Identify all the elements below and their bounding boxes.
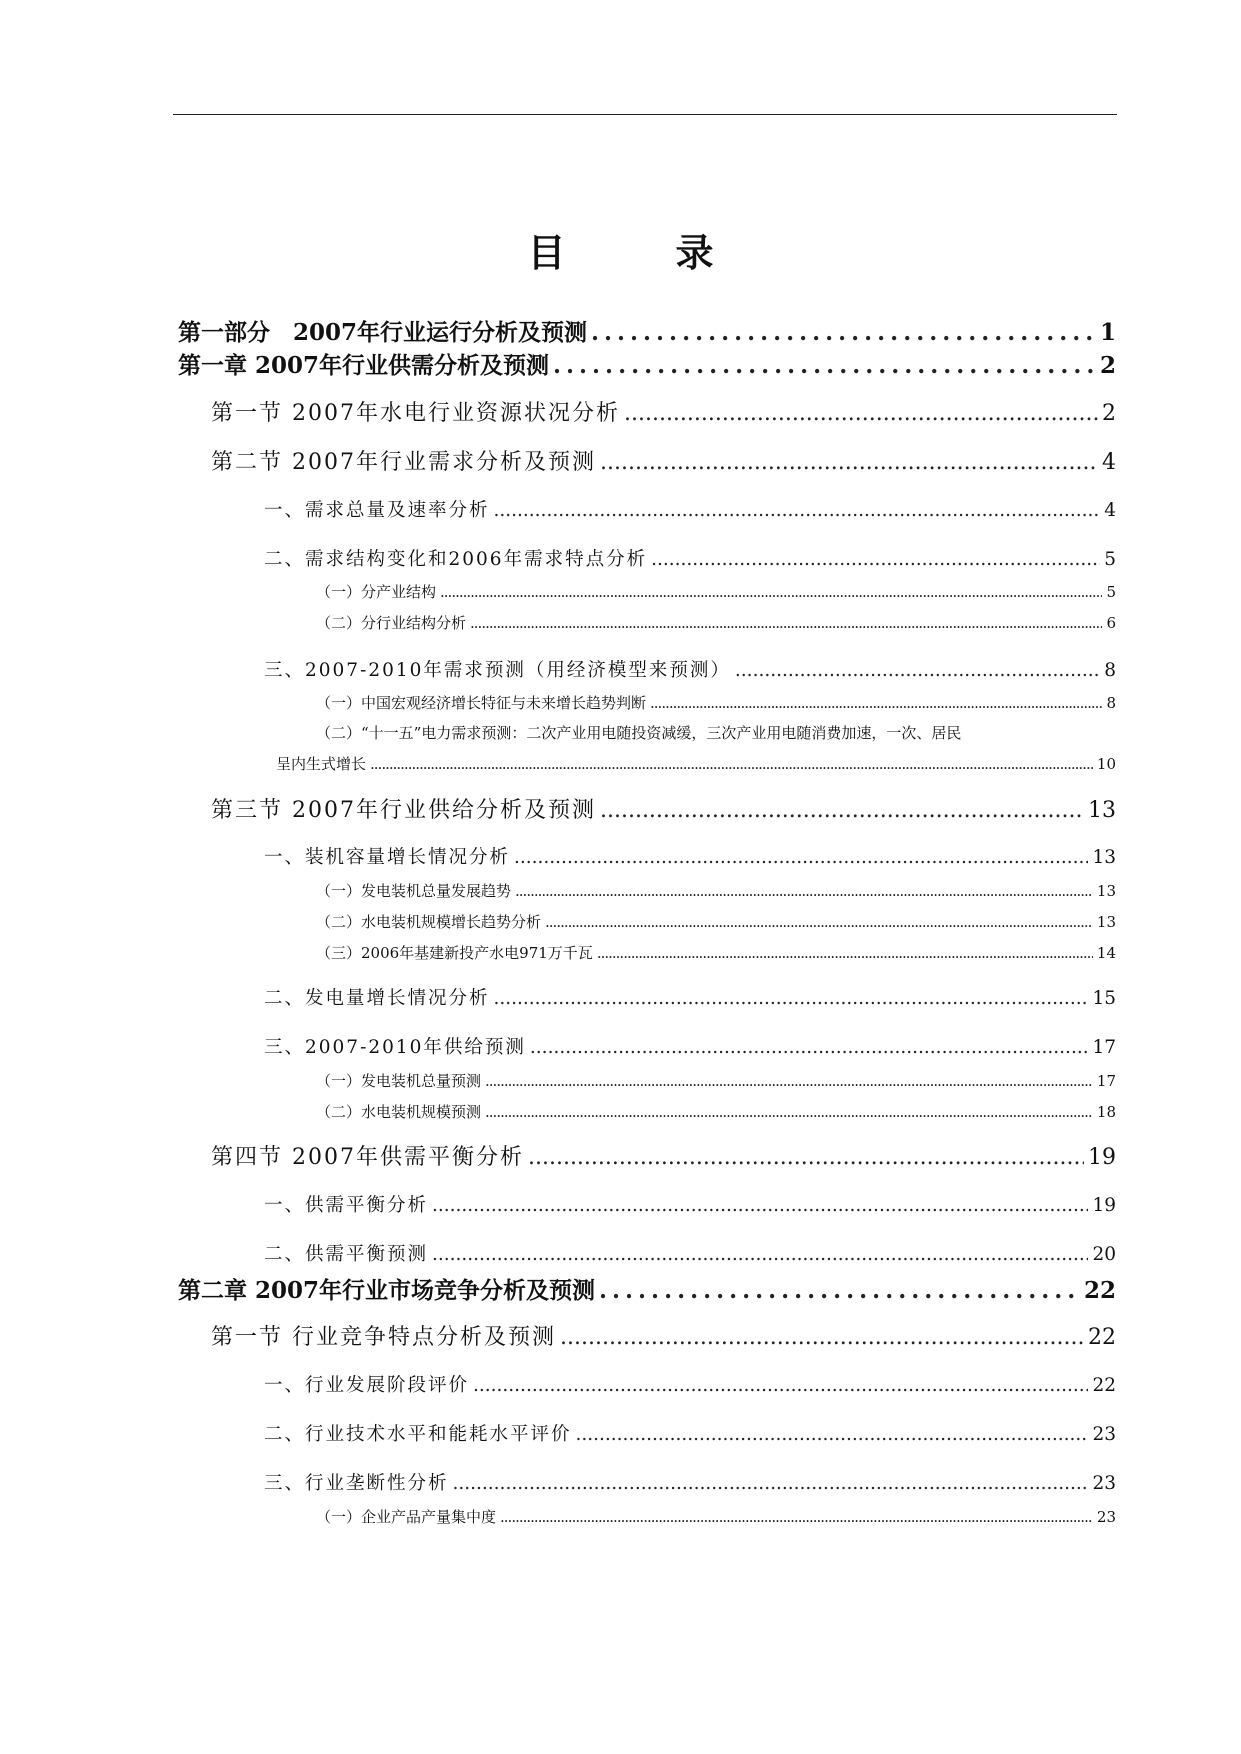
toc-entry-page: 23	[1092, 1473, 1116, 1494]
toc-entry-ch1-s2-2-1[interactable]	[316, 581, 1116, 602]
toc-entry-label: 第二节 2007年行业需求分析及预测	[211, 450, 596, 475]
toc-entry-label: （一）发电装机总量预测	[316, 1072, 482, 1090]
toc-entry-page: 17	[1092, 1037, 1116, 1058]
toc-entry-page: 1	[1099, 319, 1116, 346]
dot-leader	[576, 1424, 1089, 1445]
toc-entry-page: 13	[1092, 847, 1116, 868]
dot-leader	[432, 1244, 1088, 1265]
toc-entry-label: （二）水电装机规模增长趋势分析	[316, 913, 542, 931]
dot-leader	[432, 1195, 1088, 1216]
toc-entry-ch1-s3-1-2[interactable]	[316, 911, 1116, 932]
toc-entry-label: （一）企业产品产量集中度	[316, 1508, 497, 1526]
toc-entry-ch2[interactable]	[178, 1272, 1116, 1305]
toc-entry-label: 二、供需平衡预测	[264, 1244, 429, 1265]
toc-entry-page: 20	[1092, 1244, 1116, 1265]
toc-entry-ch2-s1-2[interactable]	[264, 1420, 1116, 1446]
toc-entry-page: 4	[1102, 450, 1116, 475]
dot-leader	[553, 352, 1096, 379]
toc-entry-label: （一）分产业结构	[316, 583, 437, 601]
toc-entry-ch2-s1-3-1[interactable]	[316, 1506, 1116, 1527]
toc-entry-label: 一、行业发展阶段评价	[264, 1375, 470, 1396]
dot-leader	[600, 450, 1098, 475]
toc-entry-ch1-s4-1[interactable]	[264, 1191, 1116, 1217]
toc-entry-label: （二）分行业结构分析	[316, 614, 467, 632]
toc-entry-label: 第二章 2007年行业市场竞争分析及预测	[178, 1277, 596, 1304]
toc-entry-ch1-s2-3-1[interactable]	[316, 692, 1116, 713]
toc-entry-page: 19	[1088, 1145, 1116, 1170]
toc-entry-label: 一、供需平衡分析	[264, 1195, 429, 1216]
toc-entry-ch1-s1[interactable]	[211, 396, 1116, 427]
dot-leader	[470, 614, 1102, 632]
toc-entry-ch1-s2-3-2[interactable]	[276, 753, 1116, 774]
toc-entry-page: 19	[1092, 1195, 1116, 1216]
dot-leader	[528, 1145, 1084, 1170]
toc-entry-ch2-s1-3[interactable]	[264, 1469, 1116, 1495]
toc-entry-page: 2	[1099, 352, 1116, 379]
dot-leader	[494, 988, 1089, 1009]
toc-entry-page: 8	[1104, 660, 1116, 681]
toc-entry-ch1-s4-2[interactable]	[264, 1240, 1116, 1266]
toc-entry-page: 23	[1092, 1424, 1116, 1445]
toc-entry-part1[interactable]	[178, 314, 1116, 347]
toc-entry-page: 22	[1092, 1375, 1116, 1396]
toc-entry-label: 呈内生式增长	[276, 755, 367, 773]
toc-entry-page: 18	[1096, 1103, 1116, 1121]
dot-leader	[473, 1375, 1088, 1396]
toc-entry-label: （一）发电装机总量发展趋势	[316, 882, 512, 900]
toc-entry-label: 二、需求结构变化和2006年需求特点分析	[264, 549, 648, 570]
dot-leader	[440, 583, 1102, 601]
dot-leader	[485, 1103, 1093, 1121]
toc-entry-page: 13	[1096, 882, 1116, 900]
toc-entry-page: 10	[1096, 755, 1116, 773]
toc-entry-ch1[interactable]	[178, 347, 1116, 380]
dot-leader	[370, 755, 1093, 773]
toc-entry-label: 第一节 2007年水电行业资源状况分析	[211, 401, 620, 426]
toc-entry-page: 8	[1106, 694, 1116, 712]
toc-entry-ch2-s1-1[interactable]	[264, 1371, 1116, 1397]
toc-entry-page: 5	[1106, 583, 1116, 601]
toc-entry-label: 第一部分 2007年行业运行分析及预测	[178, 319, 588, 346]
dot-leader	[597, 944, 1093, 962]
toc-entry-page: 13	[1096, 913, 1116, 931]
dot-leader	[600, 798, 1084, 823]
toc-entry-label: 二、行业技术水平和能耗水平评价	[264, 1424, 572, 1445]
dot-leader	[453, 1473, 1089, 1494]
dot-leader	[514, 847, 1088, 868]
dot-leader	[591, 319, 1096, 346]
toc-entry-page: 17	[1096, 1072, 1116, 1090]
dot-leader	[735, 660, 1100, 681]
toc-entry-page: 6	[1106, 614, 1116, 632]
toc-entry-ch1-s3-2[interactable]	[264, 984, 1116, 1010]
toc-entry-ch1-s2-3-2-line1[interactable]: （二）“十一五”电力需求预测：二次产业用电随投资减缓，三次产业用电随消费加速，一次、居民	[316, 724, 962, 742]
toc-entry-label: （二）水电装机规模预测	[316, 1103, 482, 1121]
toc-entry-label: 一、装机容量增长情况分析	[264, 847, 511, 868]
toc-entry-page: 22	[1088, 1325, 1116, 1350]
toc-entry-ch1-s2-2[interactable]	[264, 545, 1116, 571]
toc-entry-ch1-s3-1[interactable]	[264, 843, 1116, 869]
toc-entry-ch1-s2[interactable]	[211, 445, 1116, 476]
dot-leader	[599, 1277, 1080, 1304]
toc-entry-label: 第一章 2007年行业供需分析及预测	[178, 352, 550, 379]
toc-entry-ch1-s3[interactable]	[211, 793, 1116, 824]
toc-entry-label: 三、行业垄断性分析	[264, 1473, 449, 1494]
toc-entry-page: 5	[1104, 549, 1116, 570]
toc-entry-ch1-s3-3-2[interactable]	[316, 1101, 1116, 1122]
dot-leader	[485, 1072, 1093, 1090]
toc-entry-label: 一、需求总量及速率分析	[264, 500, 490, 521]
toc-entry-page: 22	[1083, 1277, 1116, 1304]
dot-leader	[545, 913, 1093, 931]
toc-entry-page: 23	[1096, 1508, 1116, 1526]
dot-leader	[624, 401, 1098, 426]
toc-entry-ch1-s3-1-3[interactable]	[316, 942, 1116, 963]
toc-entry-page: 13	[1088, 798, 1116, 823]
toc-entry-label: （三）2006年基建新投产水电971万千瓦	[316, 944, 593, 962]
dot-leader	[651, 549, 1100, 570]
toc-entry-page: 2	[1102, 401, 1116, 426]
toc-entry-ch1-s3-3-1[interactable]	[316, 1070, 1116, 1091]
toc-entry-label: 第四节 2007年供需平衡分析	[211, 1145, 524, 1170]
toc-entry-label: 二、发电量增长情况分析	[264, 988, 490, 1009]
toc-entry-label: 三、2007-2010年供给预测	[264, 1037, 526, 1058]
toc-entry-label: （一）中国宏观经济增长特征与未来增长趋势判断	[316, 694, 647, 712]
toc-entry-ch1-s2-3[interactable]	[264, 656, 1116, 682]
dot-leader	[530, 1037, 1089, 1058]
toc-entry-ch2-s1[interactable]	[211, 1320, 1116, 1351]
page-title: 目 录	[527, 230, 750, 275]
dot-leader	[494, 500, 1101, 521]
toc-entry-page: 14	[1096, 944, 1116, 962]
toc-entry-label: 第三节 2007年行业供给分析及预测	[211, 798, 596, 823]
toc-entry-ch1-s4[interactable]	[211, 1140, 1116, 1171]
toc-entry-ch1-s2-1[interactable]	[264, 496, 1116, 522]
dot-leader	[500, 1508, 1093, 1526]
toc-entry-ch1-s3-1-1[interactable]	[316, 880, 1116, 901]
dot-leader	[560, 1325, 1084, 1350]
dot-leader	[515, 882, 1093, 900]
toc-entry-ch1-s3-3[interactable]	[264, 1033, 1116, 1059]
toc-entry-page: 15	[1092, 988, 1116, 1009]
toc-entry-page: 4	[1104, 500, 1116, 521]
toc-entry-ch1-s2-2-2[interactable]	[316, 612, 1116, 633]
toc-entry-label: 第一节 行业竞争特点分析及预测	[211, 1325, 556, 1350]
dot-leader	[650, 694, 1102, 712]
toc-entry-label: 三、2007-2010年需求预测（用经济模型来预测）	[264, 660, 731, 681]
